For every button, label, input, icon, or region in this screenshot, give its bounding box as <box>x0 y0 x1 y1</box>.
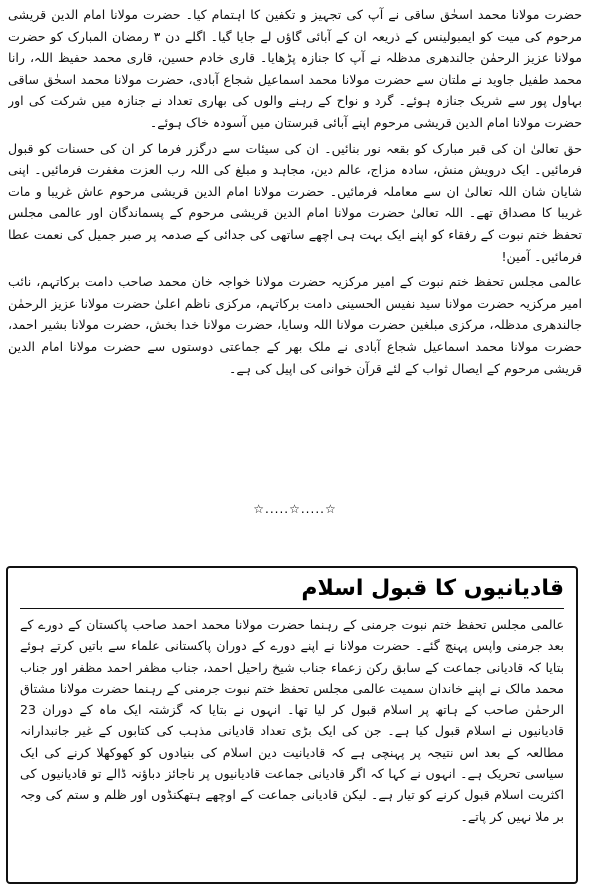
article-paragraph-1: حضرت مولانا محمد اسحٰق ساقی نے آپ کی تجہیز و تکفین کا اہتمام کیا۔ حضرت مولانا امام الدین قریشی مرحوم کی میت کو ایمبولینس کے ذریعہ ان کے آبائی گاؤں لے جایا گیا۔ اگلے دن ۳ رمضان المبارک کو حضرت مولانا عزیز الرحمٰن جالندھری مدظلہ نے آپ کا جنازہ پڑھایا۔ قاری خادم حسین، قاری محمد حفیظ اللہ، رانا محمد طفیل جاوید نے ملتان سے حضرت مولانا محمد اسماعیل شجاع آبادی، حضرت مولانا محمد اسحٰق ساقی بہاول پور سے شریک جنازہ ہوئے۔ گرد و نواح کے رہنے والوں کی بھاری تعداد نے جنازہ میں شرکت کی اور حضرت مولانا امام الدین قریشی مرحوم اپنے آبائی قبرستان میں آسودہ خاک ہوئے۔ <box>8 7 582 130</box>
news-box <box>6 566 578 884</box>
article-text <box>8 4 582 496</box>
title-underline <box>20 608 564 609</box>
box-body <box>20 614 564 876</box>
article-paragraph-3: عالمی مجلس تحفظ ختم نبوت کے امیر مرکزیہ حضرت مولانا خواجہ خان محمد صاحب دامت برکاتہم، نائب امیر مرکزیہ حضرت مولانا سید نفیس الحسینی دامت برکاتہم، مرکزی ناظم اعلیٰ حضرت مولانا عزیز الرحمٰن جالندھری مدظلہ، مرکزی مبلغین حضرت مولانا اللہ وسایا، حضرت مولانا خدا بخش، حضرت مولانا بشیر احمد، حضرت مولانا محمد اسماعیل شجاع آبادی نے ملک بھر کے جماعتی دوستوں سے حضرت مولانا امام الدین قریشی مرحوم کے ایصال ثواب کے لئے قرآن خوانی کی اپیل کی ہے۔ <box>8 274 582 376</box>
box-paragraph: عالمی مجلس تحفظ ختم نبوت جرمنی کے رہنما حضرت مولانا محمد احمد صاحب پاکستان کے دورے کے بعد جرمنی واپس پہنچ گئے۔ حضرت مولانا نے اپنے دورے کے دوران پاکستانی علماء سے باتیں کرتے ہوئے بتایا کہ قادیانی جماعت کے سابق رکن زعماء جناب شیخ راحیل احمد، جناب مظفر احمد مظفر اور جناب محمد مالک نے اپنے خاندان سمیت عالمی مجلس تحفظ ختم نبوت جرمنی کے رہنما حضرت مولانا مشتاق الرحمٰن صاحب کے ہاتھ پر اسلام قبول کر لیا تھا۔ انہوں نے بتایا کہ گزشتہ ایک ماہ کے دوران 23 قادیانیوں نے اسلام قبول کیا ہے۔ جن کی ایک بڑی تعداد قادیانی مذہب کی کتابوں کے غیر جانبدارانہ مطالعہ کے بعد اس نتیجہ پر پہنچی ہے کہ قادیانیت دین اسلام کی بنیادوں کو کھوکھلا کرنے کی ایک سیاسی تحریک ہے۔ انہوں نے کہا کہ اگر قادیانی جماعت قادیانیوں پر ناجائز دباؤنہ ڈالے تو قادیانیوں کی اکثریت اسلام قبول کرنے کو تیار ہے۔ لیکن قادیانی جماعت کے اوچھے ہتھکنڈوں اور ظلم و ستم کی وجہ بر ملا نہیں کر پاتے۔ <box>20 617 564 824</box>
star-separator: ☆.....☆.....☆ <box>253 502 337 516</box>
article-paragraph-2: حق تعالیٰ ان کی قبر مبارک کو بقعہ نور بنائیں۔ ان کی سیئات سے درگزر فرما کر ان کی حسنات کو قبول فرمائیں۔ ایک درویش منش، سادہ مزاج، عالم دین، مجاہد و مبلغ کی اللہ رب العزت مغفرت فرمائیں۔ اپنی شایان شان اللہ تعالیٰ ان سے معاملہ فرمائیں۔ حضرت مولانا امام الدین قریشی مرحوم عاش غریبا و مات غریبا کا مصداق تھے۔ اللہ تعالیٰ حضرت مولانا امام الدین قریشی مرحوم کے پسماندگان اور عالمی مجلس تحفظ ختم نبوت کے رفقاء کو اپنے ایک بہت ہی اچھے ساتھی کی جدائی کے صدمہ پر صبر جمیل کی نعمت عطا فرمائیں۔ آمین! <box>8 140 582 264</box>
box-title: قادیانیوں کا قبول اسلام <box>301 576 564 601</box>
